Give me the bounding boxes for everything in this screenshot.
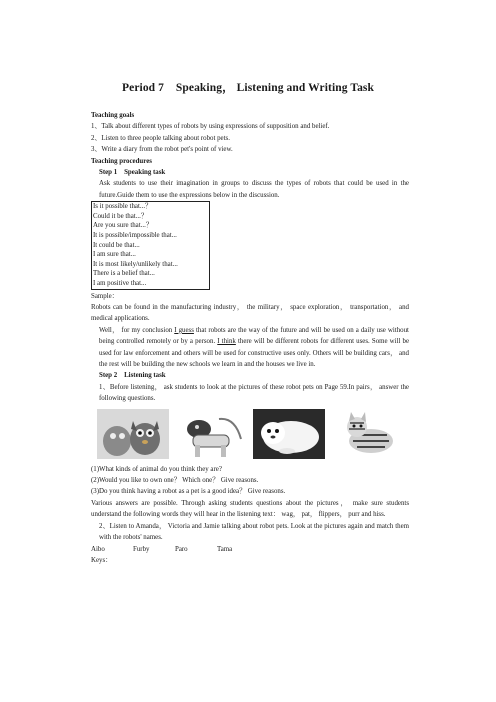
- question-3: (3)Do you think having a robot as a pet is a good idea？ Give reasons.: [91, 488, 286, 496]
- expression-item: Are you sure that...？: [93, 222, 153, 230]
- aibo-robot-dog-photo-icon: [175, 409, 247, 459]
- expression-item: It is possible/impossible that...: [93, 232, 177, 240]
- procedures-heading: Teaching procedures: [91, 157, 152, 165]
- underlined-phrase: I guess: [174, 326, 194, 334]
- robot-pet-pictures: [97, 408, 409, 460]
- robot-name-furby: Furby: [133, 545, 150, 553]
- goal-2: 2、Listen to three people talking about robot pets.: [91, 134, 230, 142]
- document-body: [91, 110, 409, 566]
- page-title: Period 7 Speaking， Listening and Writing Task: [121, 82, 375, 94]
- expression-item: It could be that...: [93, 241, 140, 249]
- tama-robot-cat-photo-icon: [331, 409, 403, 459]
- sample-text: Well， for my conclusion: [99, 326, 175, 334]
- goal-1: 1、Talk about different types of robots by using expressions of supposition and belief.: [91, 123, 330, 131]
- robot-name-paro: Paro: [175, 545, 188, 553]
- sample-paragraph-1: Robots can be found in the manufacturing industry， the military， space exploration， transportation， and medical applications.: [91, 304, 409, 323]
- sample-text: that robots are the way of the future and will be used on a daily use without being controlled remotely or by a person.: [99, 326, 409, 346]
- sample-paragraph-2: [91, 325, 409, 371]
- step1-heading: Step 1 Speaking task: [99, 169, 166, 177]
- various-answers-paragraph: Various answers are possible. Through asking students questions about the pictures， make sure students understand the following words they will hear in the listening text： wag， pat， flippers， purr and hiss.: [91, 499, 409, 519]
- robot-names-row: [91, 544, 409, 555]
- expression-item: Could it be that...？: [93, 212, 148, 220]
- step1-intro: Ask students to use their imagination in groups to discuss the types of robots that could be used in the future.Guide them to use the expressions below in the discussion.: [99, 180, 409, 199]
- listening-item-1: 1、Before listening， ask students to look at the pictures of these robot pets on Page 59.In pairs， answer the following questions.: [99, 383, 409, 403]
- underlined-phrase: I think: [217, 338, 236, 346]
- sample-text: there will be different robots for different uses. Some will be used for law enforcement and others will be used for constructive uses only. Others will be building cars， and the rest will be building the new schools we learn in and the houses we live in.: [99, 338, 410, 369]
- expression-item: Is it possible that...？: [93, 203, 152, 211]
- expression-item: I am positive that...: [93, 280, 147, 287]
- robot-name-tama: Tama: [217, 545, 233, 553]
- listening-item-2: 2、Listen to Amanda， Victoria and Jamie talking about robot pets. Look at the pictures again and match them with the robots' names.: [99, 522, 409, 542]
- question-2: (2)Would you like to own one？ Which one？ Give reasons.: [91, 477, 259, 485]
- expression-item: There is a belief that...: [93, 270, 155, 278]
- step2-heading: Step 2 Listening task: [99, 372, 166, 380]
- teaching-goals-heading: Teaching goals: [91, 112, 135, 119]
- expression-item: I am sure that...: [93, 251, 136, 259]
- goal-3: 3、Write a diary from the robot pet's point of view.: [91, 146, 233, 154]
- expressions-box: [91, 201, 210, 289]
- expression-item: It is most likely/unlikely that...: [93, 260, 178, 268]
- question-1: (1)What kinds of animal do you think they are?: [91, 465, 222, 473]
- sample-label: Sample：: [91, 292, 119, 300]
- keys-label: Keys：: [91, 556, 113, 564]
- furby-robot-photo-icon: [97, 409, 169, 459]
- robot-name-aibo: Aibo: [91, 545, 105, 553]
- paro-robot-seal-photo-icon: [253, 409, 325, 459]
